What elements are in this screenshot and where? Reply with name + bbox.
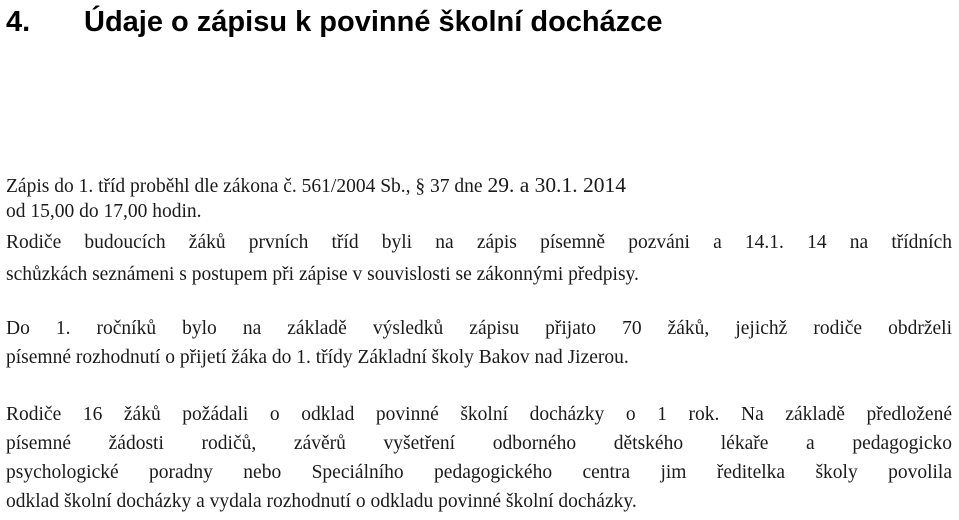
text-line-1 xyxy=(6,172,626,200)
text-line-10: odklad školní docházky a vydala rozhodnutí o odkladu povinné školní docházky. xyxy=(6,491,637,512)
text-line-1-part-a: Zápis do 1. tříd proběhl dle zákona č. 561/2004 Sb., § 37 dne xyxy=(6,176,488,197)
text-line-2: od 15,00 do 17,00 hodin. xyxy=(6,201,202,222)
text-line-6: písemné rozhodnutí o přijetí žáka do 1. třídy Základní školy Bakov nad Jizerou. xyxy=(6,347,629,368)
text-line-3: Rodiče budoucích žáků prvních tříd byli na zápis písemně pozváni a 14.1. 14 na třídních xyxy=(6,232,952,253)
text-line-7: Rodiče 16 žáků požádali o odklad povinné školní docházky o 1 rok. Na základě předložené xyxy=(6,404,952,425)
text-line-5: Do 1. ročníků bylo na základě výsledků zápisu přijato 70 žáků, jejichž rodiče obdrželi xyxy=(6,318,952,339)
text-line-1-date: 29. a 30.1. 2014 xyxy=(487,173,627,197)
text-line-9: psychologické poradny nebo Speciálního pedagogického centra jim ředitelka školy povolila xyxy=(6,462,952,483)
section-number: 4. xyxy=(6,6,31,38)
text-line-4: schůzkách seznámeni s postupem při zápise v souvislosti se zákonnými předpisy. xyxy=(6,264,639,285)
section-heading xyxy=(6,2,663,42)
section-title: Údaje o zápisu k povinné školní docházce xyxy=(84,6,663,38)
text-line-8: písemné žádosti rodičů, závěrů vyšetření odborného dětského lékaře a pedagogicko xyxy=(6,433,952,454)
